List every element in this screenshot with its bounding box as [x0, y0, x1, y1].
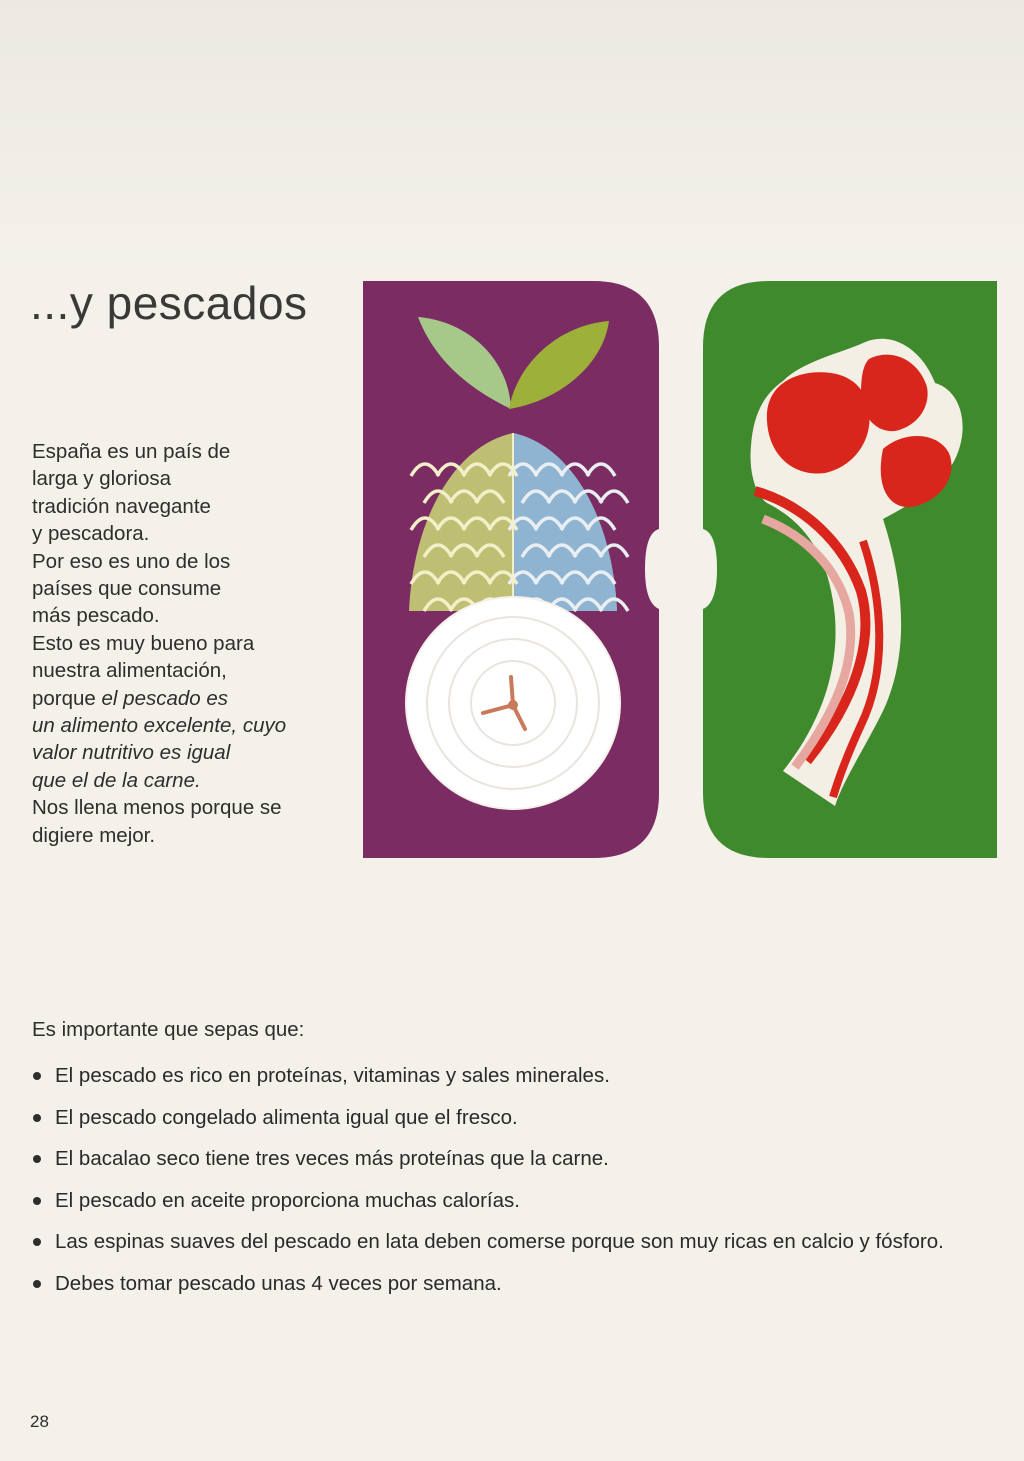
- intro-line-text: más pescado.: [32, 604, 160, 628]
- intro-line-text: porque: [32, 686, 102, 710]
- intro-line: [32, 767, 352, 794]
- intro-line-text: tradición navegante: [32, 494, 211, 518]
- fact-text: El bacalao seco tiene tres veces más proteínas que la carne.: [55, 1147, 609, 1170]
- intro-line: [32, 657, 352, 684]
- bullet-icon: [33, 1155, 41, 1163]
- fact-item: [32, 1145, 962, 1172]
- fact-item: [32, 1187, 962, 1214]
- facts-list: [32, 1062, 962, 1311]
- intro-line: [32, 548, 352, 575]
- notes-heading: Es importante que sepas que:: [32, 1018, 305, 1041]
- intro-line-emphasis: el pescado es: [101, 686, 229, 710]
- intro-paragraph: [32, 438, 352, 849]
- intro-line: [32, 712, 352, 739]
- fact-text: Las espinas suaves del pescado en lata deben comerse porque son muy ricas en calcio y fósforo.: [55, 1230, 944, 1253]
- intro-line-text: Esto es muy bueno para: [32, 631, 255, 655]
- intro-line-text: España es un país de: [32, 440, 231, 463]
- fact-text: El pescado en aceite proporciona muchas calorías.: [55, 1188, 520, 1212]
- bleed-through-area: [0, 0, 1024, 270]
- fact-item: [32, 1228, 962, 1255]
- bullet-icon: [33, 1197, 41, 1205]
- intro-line-text: digiere mejor.: [32, 823, 156, 847]
- intro-line: [32, 794, 352, 821]
- fact-item: [32, 1270, 962, 1297]
- intro-line-text: y pescadora.: [32, 522, 150, 546]
- bullet-icon: [33, 1072, 41, 1080]
- intro-line: [32, 465, 352, 492]
- intro-line-text: que el de la carne.: [32, 768, 201, 792]
- intro-line-text: nuestra alimentación,: [32, 659, 227, 683]
- intro-line: [32, 575, 352, 602]
- intro-line-text: Por eso es uno de los: [32, 549, 231, 573]
- intro-line: [32, 739, 352, 766]
- intro-line-text: Nos llena menos porque se: [32, 796, 282, 820]
- intro-line: [32, 630, 352, 657]
- intro-line: [32, 602, 352, 629]
- fact-item: [32, 1062, 962, 1089]
- intro-line-text: un alimento excelente, cuyo: [32, 714, 287, 738]
- fish-and-meat-illustration: [363, 281, 997, 858]
- fact-text: El pescado congelado alimenta igual que el fresco.: [55, 1105, 518, 1129]
- intro-line: [32, 438, 352, 465]
- page-title: ...y pescados: [30, 277, 308, 329]
- fact-item: [32, 1104, 962, 1131]
- intro-line: [32, 685, 352, 712]
- fact-text: El pescado es rico en proteínas, vitaminas y sales minerales.: [55, 1064, 610, 1087]
- fact-text: Debes tomar pescado unas 4 veces por semana.: [55, 1271, 502, 1295]
- intro-line-text: países que consume: [32, 577, 222, 601]
- intro-line: [32, 520, 352, 547]
- bullet-icon: [33, 1280, 41, 1288]
- bullet-icon: [33, 1114, 41, 1122]
- bullet-icon: [33, 1238, 41, 1246]
- intro-line-text: valor nutritivo es igual: [32, 741, 231, 765]
- intro-line-text: larga y gloriosa: [32, 467, 172, 491]
- intro-line: [32, 822, 352, 849]
- page-number: 28: [30, 1412, 49, 1431]
- fish-cross-section: [406, 597, 620, 809]
- intro-line: [32, 493, 352, 520]
